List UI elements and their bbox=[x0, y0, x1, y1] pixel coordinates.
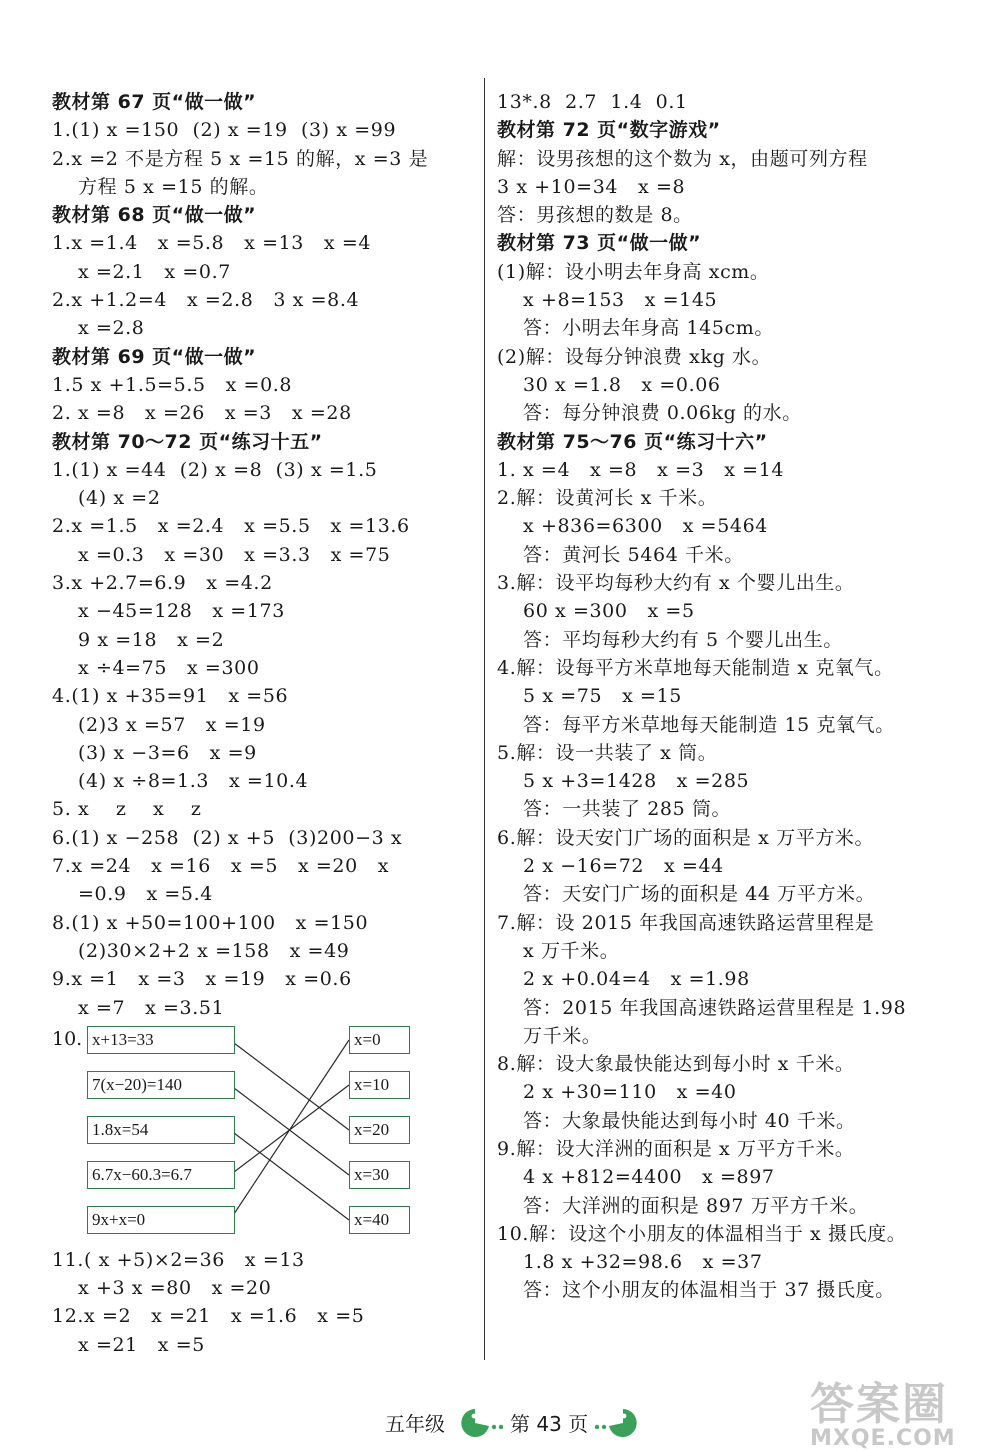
answer-line: 方程 5 x =15 的解。 bbox=[78, 175, 269, 198]
answer-line: x =21 x =5 bbox=[78, 1333, 205, 1356]
right-answer-lines bbox=[497, 88, 967, 1305]
answer-line: 1.8 x +32=98.6 x =37 bbox=[523, 1251, 763, 1274]
matching-exercise bbox=[52, 1026, 480, 1240]
answer-line: 3.x +2.7=6.9 x =4.2 bbox=[52, 572, 273, 595]
answer-line: x ÷4=75 x =300 bbox=[78, 656, 260, 679]
answer-line: 答：小明去年身高 145cm。 bbox=[523, 317, 774, 340]
left-answer-lines-after bbox=[52, 1246, 480, 1359]
answer-line: 答：大象最快能达到每小时 40 千米。 bbox=[523, 1109, 856, 1132]
answer-line: =0.9 x =5.4 bbox=[78, 883, 213, 906]
answer-line: x +836=6300 x =5464 bbox=[523, 515, 768, 538]
mascot-right-icon bbox=[592, 1406, 640, 1440]
answer-line: 7.x =24 x =16 x =5 x =20 x bbox=[52, 855, 390, 878]
answer-line: 3 x +10=34 x =8 bbox=[497, 175, 686, 198]
answer-box: x=0 bbox=[349, 1026, 410, 1054]
mascot-left-icon bbox=[458, 1406, 506, 1440]
match-line bbox=[230, 1040, 349, 1220]
answer-line: 1.x =1.4 x =5.8 x =13 x =4 bbox=[52, 232, 372, 255]
answer-line: 答：这个小朋友的体温相当于 37 摄氏度。 bbox=[523, 1279, 895, 1302]
answer-box: x=30 bbox=[349, 1161, 410, 1189]
section-heading: 教材第 72 页“数字游戏” bbox=[497, 119, 721, 142]
answer-line: (2)30×2+2 x =158 x =49 bbox=[78, 939, 350, 962]
answer-line: 6.解：设天安门广场的面积是 x 万平方米。 bbox=[497, 826, 875, 849]
answer-line: 4.(1) x +35=91 x =56 bbox=[52, 685, 289, 708]
answer-line: 答：每平方米草地每天能制造 15 克氧气。 bbox=[523, 713, 895, 736]
page-number: 第 43 页 bbox=[510, 1412, 589, 1436]
answer-line: x =2.8 bbox=[78, 317, 145, 340]
answer-line: 1.5 x +1.5=5.5 x =0.8 bbox=[52, 373, 293, 396]
answer-line: 30 x =1.8 x =0.06 bbox=[523, 373, 721, 396]
section-heading: 教材第 70～72 页“练习十五” bbox=[52, 430, 323, 453]
answer-line: 2.x +1.2=4 x =2.8 3 x =8.4 bbox=[52, 289, 360, 312]
section-heading: 教材第 73 页“做一做” bbox=[497, 232, 702, 255]
answer-line: 12.x =2 x =21 x =1.6 x =5 bbox=[52, 1305, 365, 1328]
section-heading: 教材第 69 页“做一做” bbox=[52, 345, 257, 368]
answer-line: 2.x =2 不是方程 5 x =15 的解，x =3 是 bbox=[52, 147, 429, 170]
answer-line: 9.x =1 x =3 x =19 x =0.6 bbox=[52, 968, 352, 991]
answer-line: 答：2015 年我国高速铁路运营里程是 1.98 bbox=[523, 996, 907, 1019]
answer-line: 5.解：设一共装了 x 筒。 bbox=[497, 741, 718, 764]
answer-line: (4) x ÷8=1.3 x =10.4 bbox=[78, 770, 309, 793]
answer-line: 答：男孩想的数是 8。 bbox=[497, 204, 693, 227]
answer-line: x =2.1 x =0.7 bbox=[78, 260, 231, 283]
answer-line: 2 x +30=110 x =40 bbox=[523, 1081, 737, 1104]
section-heading: 教材第 67 页“做一做” bbox=[52, 91, 257, 113]
match-line bbox=[230, 1130, 349, 1220]
equation-box: 7(x−20)=140 bbox=[87, 1071, 235, 1099]
answer-line: 3.解：设平均每秒大约有 x 个婴儿出生。 bbox=[497, 572, 855, 595]
answer-line: 答：大洋洲的面积是 897 万平方千米。 bbox=[523, 1194, 869, 1217]
answer-line: 7.解：设 2015 年我国高速铁路运营里程是 bbox=[497, 911, 875, 934]
answer-box: x=20 bbox=[349, 1116, 410, 1144]
answer-box: x=40 bbox=[349, 1206, 410, 1234]
answer-line: (2)3 x =57 x =19 bbox=[78, 713, 266, 736]
answer-line: 9 x =18 x =2 bbox=[78, 628, 225, 651]
match-line bbox=[230, 1040, 349, 1130]
answer-line: 60 x =300 x =5 bbox=[523, 600, 695, 623]
grade-label: 五年级 bbox=[385, 1412, 445, 1436]
answer-line: 9.解：设大洋洲的面积是 x 万平方千米。 bbox=[497, 1137, 855, 1160]
answer-line: 5 x +3=1428 x =285 bbox=[523, 770, 750, 793]
answer-line: 2 x +0.04=4 x =1.98 bbox=[523, 968, 750, 991]
answer-line: 10.解：设这个小朋友的体温相当于 x 摄氏度。 bbox=[497, 1222, 907, 1245]
answer-line: 答：一共装了 285 筒。 bbox=[523, 798, 732, 821]
answer-line: 答：平均每秒大约有 5 个婴儿出生。 bbox=[523, 628, 843, 651]
answer-line: x =0.3 x =30 x =3.3 x =75 bbox=[78, 543, 391, 566]
answer-line: (4) x =2 bbox=[78, 487, 161, 510]
answer-line: x +3 x =80 x =20 bbox=[78, 1277, 272, 1300]
answer-line: 万千米。 bbox=[523, 1024, 602, 1047]
left-column bbox=[52, 88, 480, 1359]
answer-line: x 万千米。 bbox=[523, 939, 620, 962]
equation-box: 9x+x=0 bbox=[87, 1206, 235, 1234]
answer-line: 1.(1) x =44 (2) x =8 (3) x =1.5 bbox=[52, 458, 378, 481]
answer-line: 2.x =1.5 x =2.4 x =5.5 x =13.6 bbox=[52, 515, 410, 538]
answer-line: 5 x =75 x =15 bbox=[523, 685, 682, 708]
answer-line: 11.( x +5)×2=36 x =13 bbox=[52, 1248, 305, 1271]
section-heading: 教材第 75～76 页“练习十六” bbox=[497, 430, 768, 453]
equation-box: x+13=33 bbox=[87, 1026, 235, 1054]
answer-line: 2 x −16=72 x =44 bbox=[523, 855, 724, 878]
answer-line: 答：每分钟浪费 0.06kg 的水。 bbox=[523, 402, 802, 425]
watermark-url: MXQE.COM bbox=[810, 1426, 956, 1451]
answer-line: 6.(1) x −258 (2) x +5 (3)200−3 x bbox=[52, 826, 403, 849]
answer-line: 4 x +812=4400 x =897 bbox=[523, 1166, 775, 1189]
answer-line: x +8=153 x =145 bbox=[523, 289, 718, 312]
answer-line: 5. x z x z bbox=[52, 798, 202, 821]
right-column bbox=[497, 88, 967, 1305]
answer-line: 答：黄河长 5464 千米。 bbox=[523, 543, 744, 566]
watermark bbox=[810, 1368, 956, 1451]
equation-box: 1.8x=54 bbox=[87, 1116, 235, 1144]
answer-line: 1. x =4 x =8 x =3 x =14 bbox=[497, 458, 785, 481]
answer-line: (3) x −3=6 x =9 bbox=[78, 741, 257, 764]
answer-line: 2.解：设黄河长 x 千米。 bbox=[497, 487, 718, 510]
answer-line: 8.解：设大象最快能达到每小时 x 千米。 bbox=[497, 1053, 855, 1076]
answer-line: 4.解：设每平方米草地每天能制造 x 克氧气。 bbox=[497, 656, 894, 679]
answer-line: 2. x =8 x =26 x =3 x =28 bbox=[52, 402, 352, 425]
answer-box: x=10 bbox=[349, 1071, 410, 1099]
answer-line: 答：天安门广场的面积是 44 万平方米。 bbox=[523, 883, 876, 906]
equation-box: 6.7x−60.3=6.7 bbox=[87, 1161, 235, 1189]
answer-line: (2)解：设每分钟浪费 xkg 水。 bbox=[497, 345, 772, 368]
left-answer-lines bbox=[52, 88, 480, 1022]
answer-line: 1.(1) x =150 (2) x =19 (3) x =99 bbox=[52, 119, 397, 142]
answer-line: x =7 x =3.51 bbox=[78, 996, 225, 1019]
answer-line: 13*.8 2.7 1.4 0.1 bbox=[497, 91, 688, 113]
section-heading: 教材第 68 页“做一做” bbox=[52, 204, 257, 227]
watermark-logo-text: 答案圈 bbox=[810, 1379, 948, 1430]
answer-line: x −45=128 x =173 bbox=[78, 600, 285, 623]
answer-line: 解：设男孩想的这个数为 x，由题可列方程 bbox=[497, 147, 868, 170]
column-divider bbox=[484, 78, 485, 1360]
answer-line: (1)解：设小明去年身高 xcm。 bbox=[497, 260, 770, 283]
answer-line: 8.(1) x +50=100+100 x =150 bbox=[52, 911, 369, 934]
match-number: 10. bbox=[52, 1027, 83, 1050]
